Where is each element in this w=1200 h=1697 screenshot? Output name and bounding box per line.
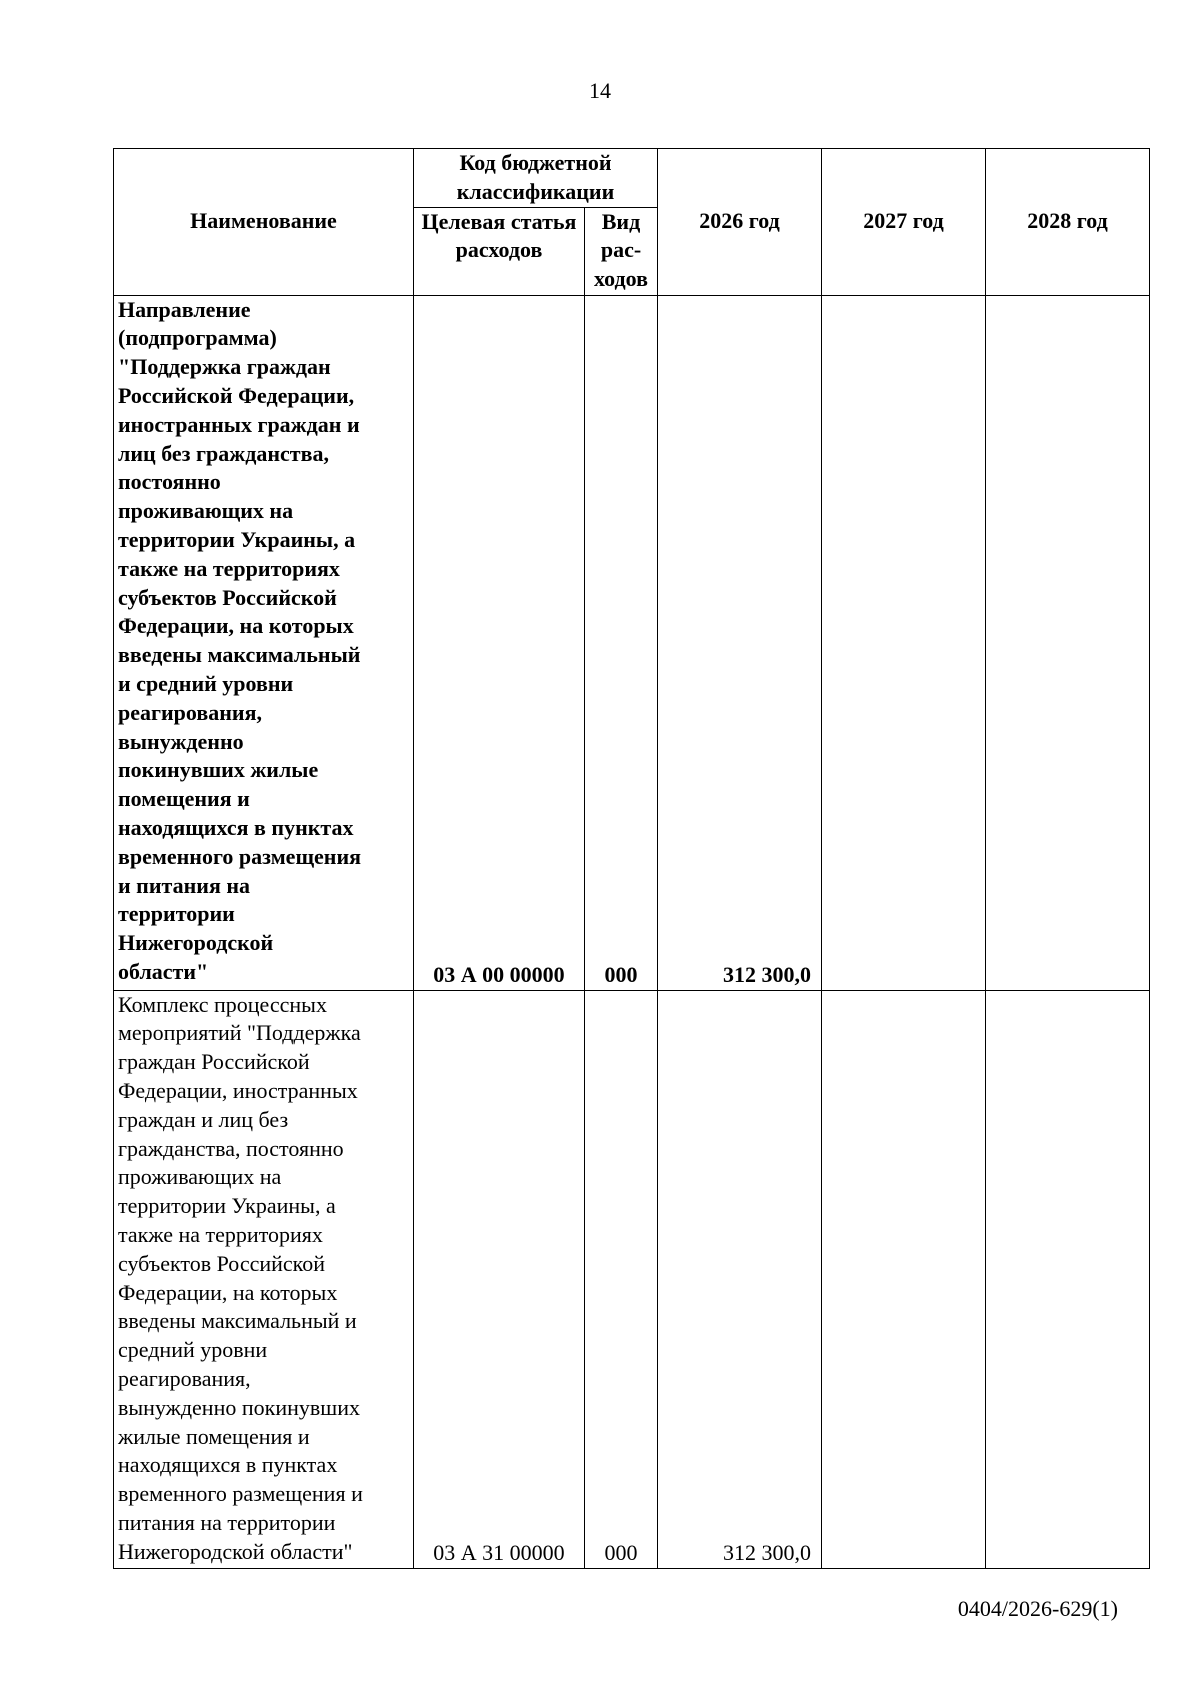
text-line: Федерации, на которых (118, 1279, 338, 1305)
text-line: Нижегородской (118, 930, 274, 956)
row-name (114, 990, 414, 1568)
header-year-2027: 2027 год (822, 149, 986, 296)
text-line: Федерации, на которых (118, 613, 354, 639)
row-amount-2026: 312 300,0 (658, 295, 822, 990)
header-expense-type (585, 207, 658, 295)
document-id: 0404/2026-629(1) (957, 1596, 1118, 1621)
row-amount-2028 (986, 295, 1150, 990)
row-target-article: 03 А 00 00000 (414, 295, 585, 990)
page-number: 14 (589, 78, 611, 103)
text-line: гражданства, постоянно (118, 1135, 344, 1161)
table-row-complex (114, 990, 1150, 1568)
text-line: проживающих на (118, 1164, 282, 1190)
text-line: и питания на (118, 872, 251, 898)
header-target-article: Целевая статья расходов (414, 207, 585, 295)
text-line: находящихся в пунктах (118, 1452, 338, 1478)
text-line: граждан Российской (118, 1049, 310, 1075)
text-line: вынужденно (118, 728, 244, 754)
row-expense-type: 000 (585, 295, 658, 990)
text-line: также на территориях (118, 555, 340, 581)
header-row-1 (114, 149, 1150, 208)
row-amount-2028 (986, 990, 1150, 1568)
text-line: реагирования, (118, 1365, 251, 1391)
text-line: мероприятий "Поддержка (118, 1020, 361, 1046)
header-year-2028: 2028 год (986, 149, 1150, 296)
budget-table (113, 148, 1150, 1569)
text-line: проживающих на (118, 498, 294, 524)
text-line: временного размещения и (118, 1481, 363, 1507)
text-line: Нижегородской области" (118, 1538, 353, 1564)
text-line: иностранных граждан и (118, 411, 360, 437)
text-line: "Поддержка граждан (118, 354, 331, 380)
text-line: территории Украины, а (118, 1193, 336, 1219)
text-line: реагирования, (118, 699, 262, 725)
text-line: питания на территории (118, 1509, 336, 1535)
text-line: и средний уровни (118, 670, 294, 696)
text-line: территории (118, 901, 235, 927)
text-line: субъектов Российской (118, 584, 337, 610)
text-line: находящихся в пунктах (118, 814, 354, 840)
text-line: постоянно (118, 469, 221, 495)
header-year-2026: 2026 год (658, 149, 822, 296)
text-line: введены максимальный и (118, 1308, 357, 1334)
text-line: вынужденно покинувших (118, 1394, 360, 1420)
row-target-article: 03 А 31 00000 (414, 990, 585, 1568)
text-line: лиц без гражданства, (118, 440, 329, 466)
row-amount-2027 (822, 990, 986, 1568)
text-line: также на территориях (118, 1221, 323, 1247)
text-line: Федерации, иностранных (118, 1077, 358, 1103)
row-expense-type: 000 (585, 990, 658, 1568)
text-line: области" (118, 958, 209, 984)
text-line: помещения и (118, 786, 250, 812)
text-line: граждан и лиц без (118, 1106, 289, 1132)
text-line: Комплекс процессных (118, 991, 327, 1017)
text-line: введены максимальный (118, 642, 361, 668)
text-line: покинувших жилые (118, 757, 319, 783)
text-line: временного размещения (118, 843, 362, 869)
header-budget-code: Код бюджетной классификации (414, 149, 658, 208)
text-line: средний уровни (118, 1337, 268, 1363)
text-line: субъектов Российской (118, 1250, 326, 1276)
row-name (114, 295, 414, 990)
header-name: Наименование (114, 149, 414, 296)
text-line: ходов (594, 266, 648, 292)
text-line: рас- (600, 237, 642, 263)
row-amount-2027 (822, 295, 986, 990)
table-row-direction (114, 295, 1150, 990)
text-line: (подпрограмма) (118, 325, 277, 351)
text-line: территории Украины, а (118, 526, 356, 552)
text-line: Направление (118, 296, 251, 322)
text-line: Российской Федерации, (118, 382, 355, 408)
text-line: жилые помещения и (118, 1423, 310, 1449)
row-amount-2026: 312 300,0 (658, 990, 822, 1568)
text-line: Вид (601, 208, 641, 234)
